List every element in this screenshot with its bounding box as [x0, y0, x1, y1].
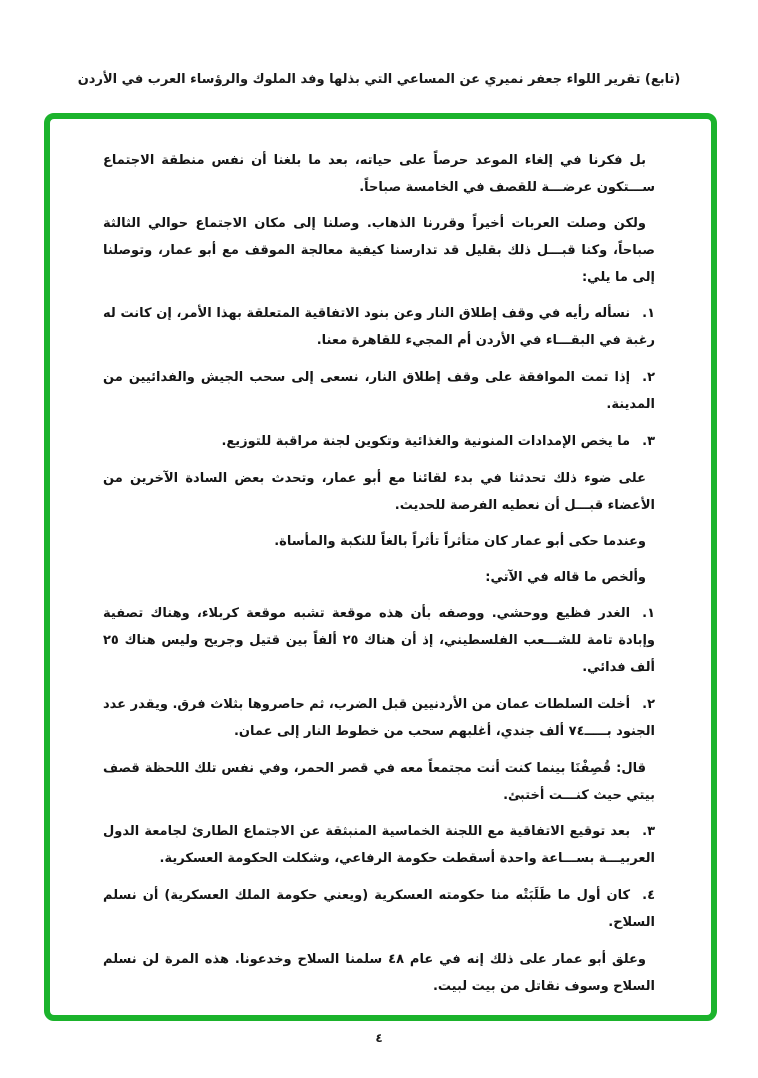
page-number: ٤	[375, 1031, 383, 1045]
list-item-text: ما يخص الإمدادات المنونية والغذائية وتكوين لجنة مراقبة للتوزيع.	[221, 434, 631, 449]
list-item-text: بعد توقيع الاتفاقية مع اللجنة الخماسية المنبثقة عن الاجتماع الطارئ لجامعة الدول العربيـــة بســـاعة واحدة أسقطت حكومة الرفاعي، وشكلت الحكومة العسكرية.	[103, 824, 655, 866]
document-header-title: (تابع) تقرير اللواء جعفر نميري عن المساعي التي بذلها وفد الملوك والرؤساء العرب في الأردن	[77, 72, 681, 87]
paragraph-3: على ضوء ذلك تحدثنا في بدء لقائنا مع أبو عمار، وتحدث بعض السادة الآخرين من الأعضاء قبـــل أن نعطيه الفرصة للحديث.	[103, 471, 655, 513]
list-item-text: نسأله رأيه في وقف إطلاق النار وعن بنود الاتفاقية المتعلقة بهذا الأمر، إن كانت له رغبة في البقـــاء في الأردن أم المجيء للقاهرة معنا.	[103, 306, 655, 348]
list-item	[103, 882, 655, 936]
list-item-text: إذا تمت الموافقة على وقف إطلاق النار، نسعى إلى سحب الجيش والفدائيين من المدينة.	[103, 370, 655, 412]
list-item-text: أخلت السلطات عمان من الأردنيين قبل الضرب، ثم حاصروها بثلاث فرق. ويقدر عدد الجنود بـــــ٧٤ ألف جندي، أغلبهم سحب من خطوط النار إلى عمان.	[103, 697, 655, 739]
paragraph-7: وعلق أبو عمار على ذلك إنه في عام ٤٨ سلمنا السلاح وخدعونا. هذه المرة لن نسلم السلاح وسوف نقاتل من بيت لبيت.	[103, 952, 655, 994]
list-item	[103, 364, 655, 418]
list-item-text: كان أول ما طَلَبَتْه منا حكومته العسكرية (ويعني حكومة الملك العسكرية) أن نسلم السلاح.	[103, 888, 655, 930]
list-item-number: ٢.	[642, 370, 655, 385]
list-item	[103, 300, 655, 354]
list-item-number: ٣.	[642, 824, 655, 839]
document-body	[103, 147, 655, 1009]
list-item	[103, 691, 655, 745]
paragraph-1: بل فكرنا في إلغاء الموعد حرصاً على حياته، بعد ما بلغنا أن نفس منطقة الاجتماع ســـتكون عرضـــة للقصف في الخامسة صباحاً.	[103, 153, 655, 195]
paragraph-4: وعندما حكى أبو عمار كان متأثراً تأثراً بالغاً للنكبة والمأساة.	[274, 534, 646, 549]
list-item-number: ٤.	[642, 888, 655, 903]
list-item-text: الغدر فظيع ووحشي. ووصفه بأن هذه موقعة تشبه موقعة كربلاء، وهناك تصفية وإبادة تامة للشـــعب الفلسطيني، إذ أن هناك ٢٥ ألفاً بين قتيل وجريح وليس هناك ٢٥ ألف فدائي.	[103, 606, 655, 675]
list-item-number: ٢.	[642, 697, 655, 712]
list-item	[103, 600, 655, 681]
list-item-number: ١.	[642, 306, 655, 321]
paragraph-5: وألخص ما قاله في الآتي:	[485, 570, 646, 585]
list-item	[103, 428, 655, 455]
paragraph-quote: قال: قُصِفْنَا بينما كنت أنت مجتمعاً معه في قصر الحمر، وفي نفس تلك اللحظة قصف بيتي حيث كنـــت أختبئ.	[103, 761, 655, 803]
list-item-number: ١.	[642, 606, 655, 621]
paragraph-2: ولكن وصلت العربات أخيراً وقررنا الذهاب. وصلنا إلى مكان الاجتماع حوالي الثالثة صباحاً، وكنا قبـــل ذلك بقليل قد تدارسنا كيفية معالجة الموقف مع أبو عمار، وتوصلنا إلى ما يلي:	[103, 216, 655, 285]
list-item-number: ٣.	[642, 434, 655, 449]
list-item	[103, 818, 655, 872]
